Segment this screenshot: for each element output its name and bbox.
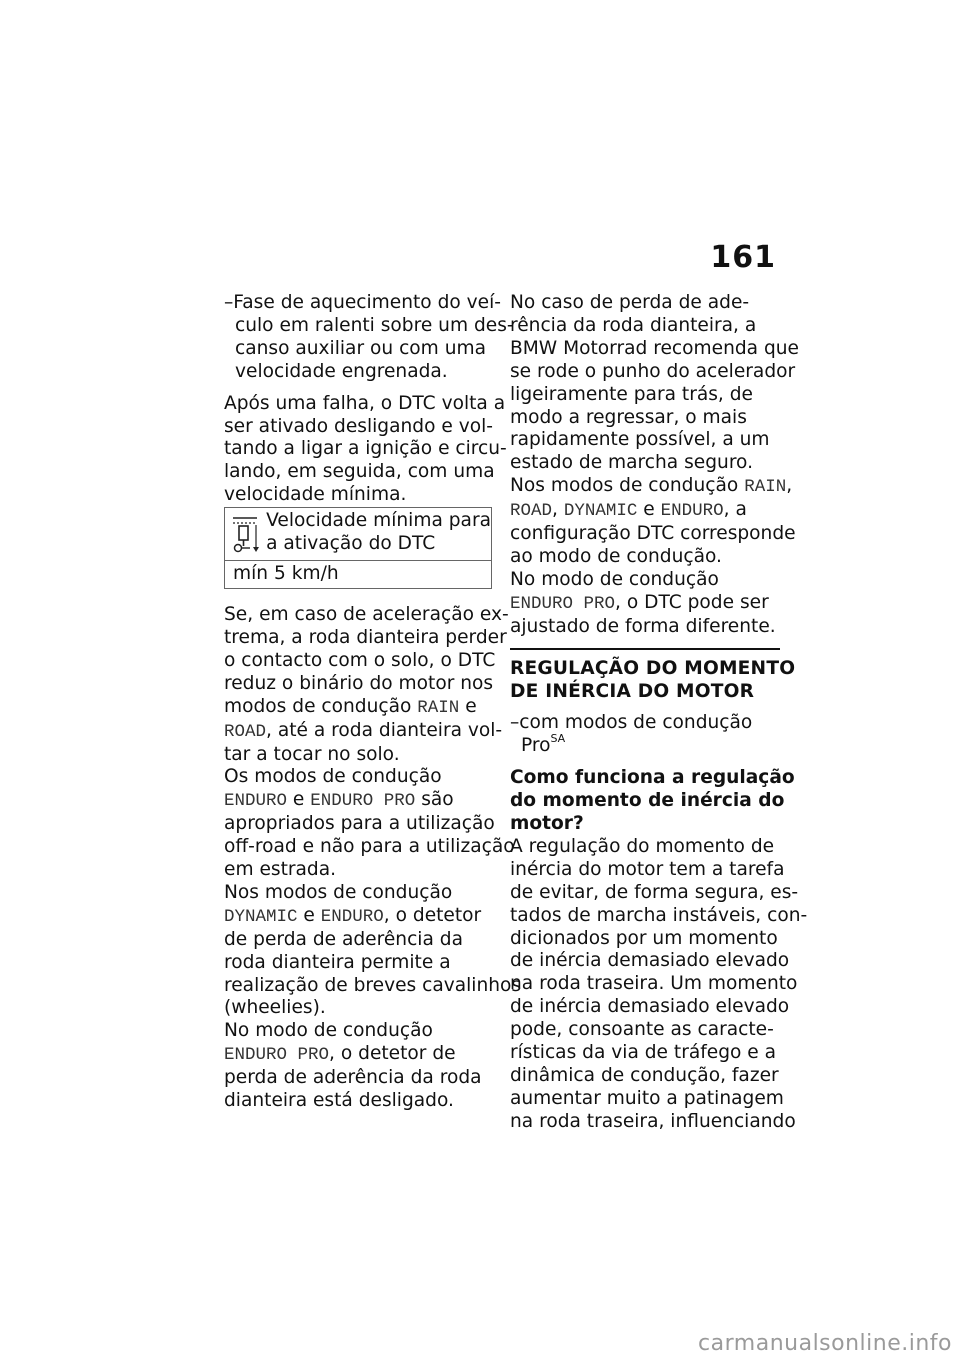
riding-mode-label: ENDURO PRO bbox=[310, 791, 416, 812]
text-line: off-road e não para a utilização bbox=[224, 836, 515, 858]
riding-mode-label: ENDURO bbox=[320, 906, 384, 927]
riding-mode-label: ROAD bbox=[224, 721, 267, 742]
riding-mode-label: DYNAMIC bbox=[224, 906, 298, 927]
riding-mode-label: ENDURO bbox=[660, 501, 724, 522]
text-fragment: Nos modos de condução bbox=[510, 475, 745, 497]
text-line: em estrada. bbox=[224, 859, 337, 881]
text-line: pode, consoante as caracte- bbox=[510, 1019, 774, 1041]
riding-mode-label: ENDURO bbox=[224, 791, 288, 812]
riding-mode-label: ENDURO PRO bbox=[510, 593, 616, 614]
subheading bbox=[510, 767, 795, 836]
section-divider bbox=[510, 648, 780, 650]
text-line: estado de marcha seguro. bbox=[510, 452, 754, 474]
spec-value: mín 5 km/h bbox=[233, 563, 339, 585]
text-line: perda de aderência da roda bbox=[224, 1067, 482, 1089]
riding-mode-label: RAIN bbox=[417, 697, 460, 718]
paragraph bbox=[224, 881, 522, 1020]
text-fragment: modos de condução bbox=[224, 695, 418, 717]
text-line: trema, a roda dianteira perder bbox=[224, 626, 507, 648]
text-line: BMW Motorrad recomenda que bbox=[510, 337, 799, 359]
text-line: tados de marcha instáveis, con- bbox=[510, 904, 808, 926]
text-fragment: e bbox=[297, 904, 321, 926]
paragraph bbox=[224, 604, 509, 766]
riding-mode-label: DYNAMIC bbox=[563, 501, 638, 522]
text-line: na roda traseira, influenciando bbox=[510, 1110, 796, 1132]
text-line: de evitar, de forma segura, es- bbox=[510, 881, 799, 903]
bullet-item bbox=[224, 292, 514, 384]
text-line bbox=[224, 1043, 494, 1067]
text-line: lando, em seguida, com uma bbox=[224, 461, 495, 483]
text-line bbox=[510, 475, 793, 499]
speedometer-icon bbox=[225, 510, 264, 556]
text-line: –Fase de aquecimento do veí- bbox=[224, 292, 501, 313]
paragraph bbox=[510, 475, 796, 569]
text-line bbox=[224, 696, 494, 720]
text-line: ser ativado desligando e vol- bbox=[224, 415, 493, 437]
text-fragment: e bbox=[637, 499, 661, 521]
right-column bbox=[510, 292, 808, 1134]
text-line: –com modos de condução bbox=[510, 712, 753, 734]
text-line: No modo de condução bbox=[510, 568, 719, 590]
text-line bbox=[224, 905, 494, 929]
text-line: Se, em caso de aceleração ex- bbox=[224, 604, 509, 626]
text-line: aumentar muito a patinagem bbox=[510, 1087, 784, 1109]
text-line: Velocidade mínima para bbox=[266, 510, 491, 532]
text-line: o contacto com o solo, o DTC bbox=[224, 649, 496, 671]
text-line: No caso de perda de ade- bbox=[510, 292, 750, 313]
text-line bbox=[224, 719, 503, 744]
text-fragment: , bbox=[552, 499, 564, 521]
heading-line: DE INÉRCIA DO MOTOR bbox=[510, 680, 755, 702]
text-line: ajustado de forma diferente. bbox=[510, 615, 776, 637]
text-line: rísticas da via de tráfego e a bbox=[510, 1042, 777, 1064]
text-line: canso auxiliar ou com uma bbox=[235, 337, 486, 359]
left-column bbox=[224, 292, 522, 1113]
text-line: ao modo de condução. bbox=[510, 545, 722, 567]
text-line: tar a tocar no solo. bbox=[224, 743, 400, 765]
text-fragment: e bbox=[459, 695, 477, 717]
riding-mode-label: ROAD bbox=[510, 501, 553, 522]
bullet-item bbox=[510, 712, 785, 758]
text-line: a ativação do DTC bbox=[266, 533, 436, 555]
section-heading bbox=[510, 657, 796, 704]
paragraph bbox=[224, 766, 515, 882]
text-line: dinâmica de condução, fazer bbox=[510, 1065, 779, 1086]
text-line: culo em ralenti sobre um des- bbox=[235, 314, 514, 336]
text-fragment: , a bbox=[723, 499, 747, 521]
text-line: apropriados para a utilização bbox=[224, 813, 495, 835]
text-fragment: são bbox=[415, 789, 454, 811]
text-line: velocidade mínima. bbox=[224, 484, 407, 506]
text-line: tando a ligar a ignição e circu- bbox=[224, 438, 507, 460]
text-line bbox=[510, 499, 785, 523]
text-line: dianteira está desligado. bbox=[224, 1090, 454, 1112]
text-fragment: , bbox=[786, 475, 793, 497]
riding-mode-label: RAIN bbox=[744, 477, 787, 498]
text-line: Os modos de condução bbox=[224, 766, 442, 788]
text-fragment: , o detetor bbox=[383, 904, 482, 926]
spec-table bbox=[224, 507, 492, 589]
text-line: rapidamente possível, a um bbox=[510, 429, 770, 451]
text-line: configuração DTC corresponde bbox=[510, 523, 796, 545]
paragraph bbox=[224, 392, 507, 508]
heading-line: REGULAÇÃO DO MOMENTO bbox=[510, 657, 796, 679]
text-line: rência da roda dianteira, a bbox=[510, 314, 757, 336]
text-line: Nos modos de condução bbox=[224, 881, 453, 903]
paragraph bbox=[224, 1020, 494, 1113]
text-fragment: , o DTC pode ser bbox=[615, 591, 769, 613]
text-line: de perda de aderência da bbox=[224, 928, 463, 950]
text-line: de inércia demasiado elevado bbox=[510, 996, 790, 1018]
paragraph bbox=[510, 292, 799, 475]
text-line: inércia do motor tem a tarefa bbox=[510, 858, 785, 880]
paragraph bbox=[510, 835, 808, 1134]
subheading-line: Como funciona a regulação bbox=[510, 767, 795, 789]
text-line bbox=[510, 592, 785, 616]
subheading-line: motor? bbox=[510, 813, 584, 835]
text-line: de inércia demasiado elevado bbox=[510, 950, 790, 972]
text-line: (wheelies). bbox=[224, 997, 326, 1019]
page-number: 161 bbox=[710, 240, 776, 275]
text-line: reduz o binário do motor nos bbox=[224, 672, 494, 694]
text-line: realização de breves cavalinhos bbox=[224, 974, 522, 996]
spec-title bbox=[264, 510, 491, 556]
watermark-link[interactable]: carmanualsonline.info bbox=[698, 1331, 952, 1356]
text-fragment: , até a roda dianteira vol- bbox=[266, 719, 503, 741]
text-line: A regulação do momento de bbox=[510, 835, 775, 857]
text-line: se rode o punho do acelerador bbox=[510, 360, 796, 382]
text-line: roda dianteira permite a bbox=[224, 951, 451, 973]
subheading-line: do momento de inércia do bbox=[510, 790, 785, 812]
text-line: dicionados por um momento bbox=[510, 927, 778, 949]
text-line: modo a regressar, o mais bbox=[510, 406, 747, 428]
riding-mode-label: ENDURO PRO bbox=[224, 1045, 330, 1066]
spec-header bbox=[225, 508, 491, 561]
text-line bbox=[224, 789, 494, 813]
text-line: velocidade engrenada. bbox=[235, 360, 448, 382]
special-accessory-marker: SA bbox=[550, 732, 566, 746]
text-line: No modo de condução bbox=[224, 1020, 433, 1042]
text-line bbox=[510, 732, 785, 758]
text-fragment: e bbox=[287, 789, 311, 811]
text-fragment: , o detetor de bbox=[329, 1043, 456, 1065]
paragraph bbox=[510, 569, 785, 639]
text-fragment: Pro bbox=[521, 735, 551, 757]
text-line: ligeiramente para trás, de bbox=[510, 383, 753, 405]
text-line: na roda traseira. Um momento bbox=[510, 973, 798, 995]
text-line: Após uma falha, o DTC volta a bbox=[224, 392, 506, 414]
